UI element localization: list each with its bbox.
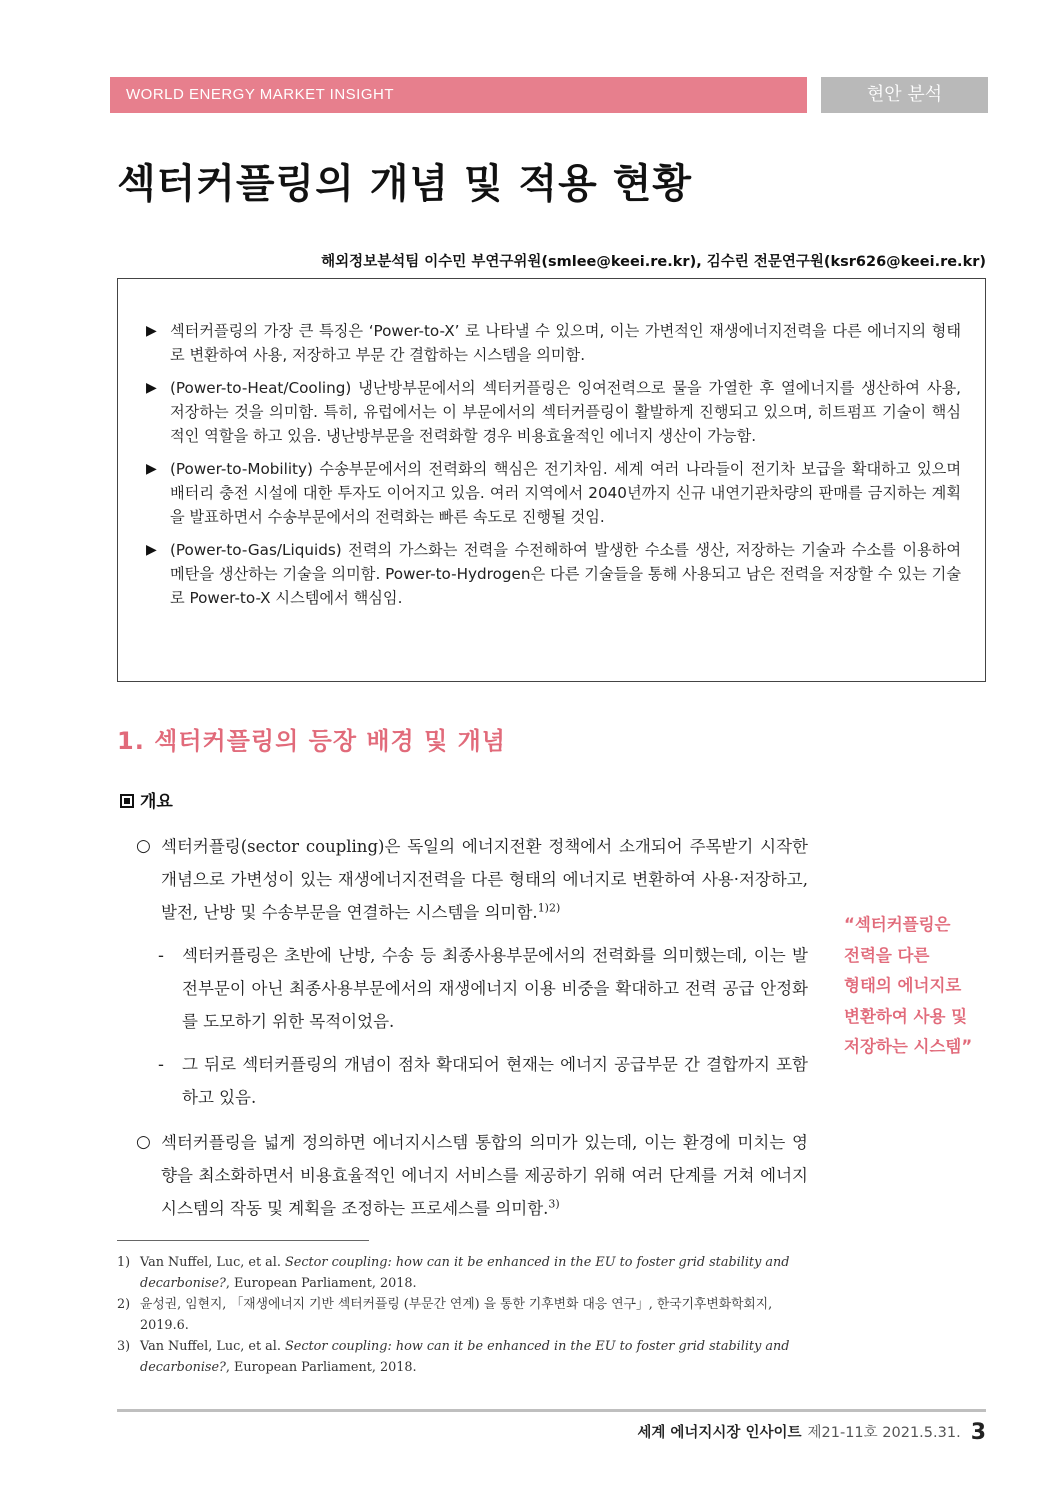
footnote — [117, 1252, 810, 1294]
summary-text: 전력의 가스화는 전력을 수전해하여 발생한 수소를 생산, 저장하는 기술과 수소를 이용하여 메탄을 생산하는 기술을 의미함. Power-to-Hydrogen은 다른 기술들을 통해 사용되고 남은 전력을 저장할 수 있는 기술로 Power-to-X 시스템에서 핵심임. — [170, 541, 961, 607]
paragraph-text: 섹터커플링(sector coupling)은 독일의 에너지전환 정책에서 소개되어 주목받기 시작한 개념으로 가변성이 있는 재생에너지전력을 다른 형태의 에너지로 변환하여 사용·저장하고, 발전, 난방 및 수송부문을 연결하는 시스템을 의미함. — [161, 837, 808, 922]
footnote-number: 1) — [117, 1255, 131, 1270]
summary-text: 냉난방부문에서의 섹터커플링은 잉여전력으로 물을 가열한 후 열에너지를 생산하여 사용, 저장하는 것을 의미함. 특히, 유럽에서는 이 부문에서의 섹터커플링이 활발하게 진행되고 있으며, 히트펌프 기술이 핵심적인 역할을 하고 있음. 냉난방부문을 전력화할 경우 비용효율적인 에너지 생산이 가능함. — [170, 379, 961, 445]
summary-keyword: (Power-to-Gas/Liquids) — [170, 541, 342, 559]
summary-item — [146, 376, 961, 448]
page-footer — [637, 1420, 986, 1445]
summary-keyword: (Power-to-Mobility) — [170, 460, 313, 478]
footnote-ref: 1)2) — [537, 901, 561, 915]
section-heading: 1. 섹터커플링의 등장 배경 및 개념 — [117, 727, 506, 755]
footnote-title: Sector coupling: how can it be enhanced in the EU to foster grid stability and decarbonise? — [140, 1255, 790, 1291]
summary-box — [117, 278, 986, 682]
dash-bullet-icon: - — [158, 946, 164, 965]
pull-quote — [844, 910, 984, 1063]
circle-bullet-icon: ○ — [136, 836, 151, 856]
footnote-ref: 3) — [548, 1197, 560, 1211]
triangle-bullet-icon: ▶ — [146, 542, 157, 558]
pull-quote-line: 전력을 다른 — [844, 945, 930, 965]
summary-item — [146, 538, 961, 610]
author-line: 해외정보분석팀 이수민 부연구위원(smlee@keei.re.kr), 김수린 전문연구원(ksr626@keei.re.kr) — [321, 254, 986, 270]
paragraph-text: 그 뒤로 섹터커플링의 개념이 점차 확대되어 현재는 에너지 공급부문 간 결합까지 포함하고 있음. — [182, 1055, 808, 1107]
subsection-heading — [120, 787, 173, 812]
circle-bullet-icon: ○ — [136, 1132, 151, 1152]
page-title: 섹터커플링의 개념 및 적용 현황 — [117, 161, 693, 207]
header-publication-label: WORLD ENERGY MARKET INSIGHT — [126, 86, 394, 103]
body-paragraph — [136, 1126, 808, 1225]
header-category-tab — [821, 77, 988, 113]
footnote-divider — [117, 1240, 369, 1241]
triangle-bullet-icon: ▶ — [146, 380, 157, 396]
footnote-title: Sector coupling: how can it be enhanced in the EU to foster grid stability and decarbonise? — [140, 1339, 790, 1375]
header-category-label: 현안 분석 — [866, 84, 943, 105]
footnote-number: 2) — [117, 1297, 131, 1312]
footnote-text: 윤성권, 임현지, 「재생에너지 기반 섹터커플링 (부문간 연계) 을 통한 기후변화 대응 연구」, 한국기후변화학회지, 2019.6. — [140, 1297, 773, 1333]
footnote — [117, 1294, 810, 1336]
summary-text: 수송부문에서의 전력화의 핵심은 전기차임. 세계 여러 나라들이 전기차 보급을 확대하고 있으며 배터리 충전 시설에 대한 투자도 이어지고 있음. 여러 지역에서 2040년까지 신규 내연기관차량의 판매를 금지하는 계획을 발표하면서 수송부문에서의 전력화는 빠른 속도로 진행될 것임. — [170, 460, 961, 526]
triangle-bullet-icon: ▶ — [146, 461, 157, 477]
dash-bullet-icon: - — [158, 1055, 164, 1074]
header-banner — [110, 77, 807, 113]
footnote-author: Van Nuffel, Luc, et al. — [140, 1339, 286, 1354]
body-paragraph — [136, 830, 808, 929]
footnote-number: 3) — [117, 1339, 131, 1354]
footer-divider — [117, 1409, 986, 1412]
paragraph-text: 섹터커플링을 넓게 정의하면 에너지시스템 통합의 의미가 있는데, 이는 환경에 미치는 영향을 최소화하면서 비용효율적인 에너지 서비스를 제공하기 위해 여러 단계를 거쳐 에너지시스템의 작동 및 계획을 조정하는 프로세스를 의미함. — [161, 1133, 808, 1218]
page-number: 3 — [970, 1420, 986, 1445]
footer-issue: 제21-11호 2021.5.31. — [807, 1425, 961, 1441]
summary-item — [146, 319, 961, 367]
pull-quote-line: 변환하여 사용 및 — [844, 1006, 968, 1026]
pull-quote-line: “섹터커플링은 — [844, 915, 951, 934]
footnote — [117, 1336, 810, 1378]
summary-item — [146, 457, 961, 529]
pull-quote-line: 저장하는 시스템” — [844, 1037, 973, 1056]
paragraph-text: 섹터커플링은 초반에 난방, 수송 등 최종사용부문에서의 전력화를 의미했는데, 이는 발전부문이 아닌 최종사용부문에서의 재생에너지 이용 비중을 확대하고 전력 공급 안정화를 도모하기 위한 목적이었음. — [182, 946, 808, 1031]
summary-keyword: (Power-to-Heat/Cooling) — [170, 379, 352, 397]
summary-list — [146, 319, 961, 619]
body-text — [136, 830, 808, 1225]
footnote-source: , European Parliament, 2018. — [225, 1360, 417, 1375]
pull-quote-line: 형태의 에너지로 — [844, 976, 962, 995]
body-sub-paragraph — [136, 1048, 808, 1114]
footnote-author: Van Nuffel, Luc, et al. — [140, 1255, 286, 1270]
footer-publication: 세계 에너지시장 인사이트 — [637, 1425, 802, 1441]
triangle-bullet-icon: ▶ — [146, 323, 157, 339]
footnotes — [117, 1252, 810, 1378]
square-bullet-icon — [120, 794, 134, 808]
subsection-heading-text: 개요 — [140, 792, 173, 812]
summary-text: 섹터커플링의 가장 큰 특징은 ‘Power-to-X’ 로 나타낼 수 있으며, 이는 가변적인 재생에너지전력을 다른 에너지의 형태로 변환하여 사용, 저장하고 부문 간 결합하는 시스템을 의미함. — [170, 322, 961, 364]
body-sub-paragraph — [136, 939, 808, 1038]
footnote-source: , European Parliament, 2018. — [225, 1276, 417, 1291]
